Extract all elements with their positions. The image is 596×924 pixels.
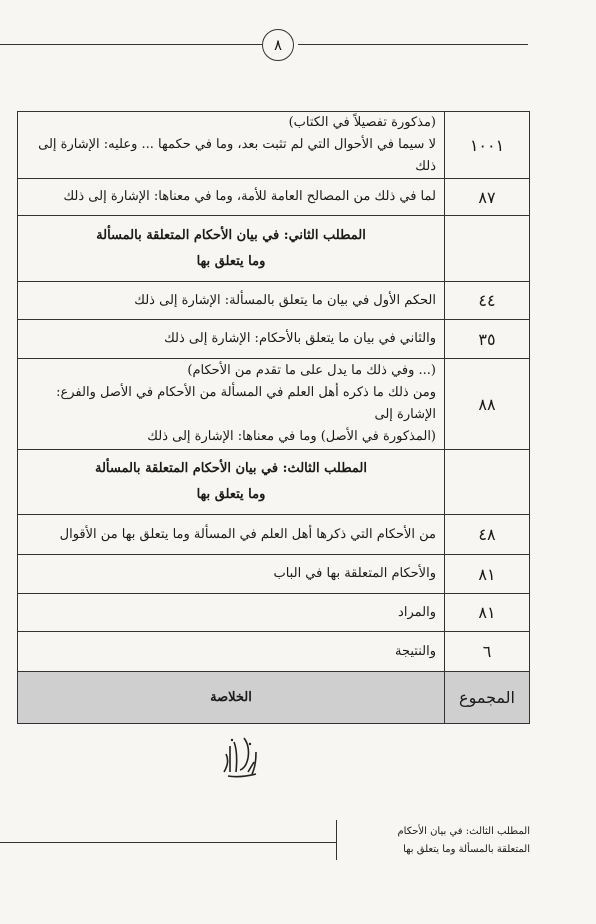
header-rule-right — [298, 44, 528, 45]
row-text — [18, 515, 445, 555]
row-line: والمراد — [398, 604, 436, 620]
row-number: ٣٥ — [445, 320, 530, 359]
row-line: والأحكام المتعلقة بها في الباب — [273, 566, 436, 581]
row-text — [18, 112, 445, 179]
table-row — [18, 594, 530, 632]
table-row — [18, 515, 530, 555]
table-row — [18, 179, 530, 216]
row-number: ٨٨ — [445, 359, 530, 450]
row-text — [18, 450, 445, 515]
row-number: ٨١ — [445, 594, 530, 632]
table-row — [18, 632, 530, 672]
row-number — [445, 216, 530, 282]
footnote-line: المتعلقة بالمسألة وما يتعلق بها — [403, 844, 530, 855]
row-line: ومن ذلك ما ذكره أهل العلم في المسألة من الأحكام في الأصل والفرع: الإشارة إلى — [56, 385, 436, 422]
row-line: والنتيجة — [395, 643, 436, 659]
row-text — [18, 555, 445, 594]
row-line: المطلب الثاني: في بيان الأحكام المتعلقة بالمسألة — [96, 227, 366, 243]
footnote-rule — [0, 842, 336, 843]
row-line: وما يتعلق بها — [196, 253, 266, 269]
contents-table — [17, 111, 530, 724]
row-line: (مذكورة تفصيلاً في الكتاب) — [288, 115, 436, 130]
table-row — [18, 282, 530, 320]
row-text — [18, 179, 445, 216]
row-line: والثاني في بيان ما يتعلق بالأحكام: الإشارة إلى ذلك — [164, 331, 436, 346]
row-text — [18, 216, 445, 282]
row-line: (... وفي ذلك ما يدل على ما تقدم من الأحكام) — [187, 363, 436, 378]
header-rule-left — [0, 44, 262, 45]
row-text — [18, 282, 445, 320]
table-row — [18, 555, 530, 594]
table-row — [18, 359, 530, 450]
page-number: ٨ — [262, 29, 294, 61]
row-line: وما يتعلق بها — [196, 487, 266, 502]
row-number: ٤٨ — [445, 515, 530, 555]
row-number: ٤٤ — [445, 282, 530, 320]
calligraphy-ornament — [220, 732, 260, 780]
row-line: الحكم الأول في بيان ما يتعلق بالمسألة: الإشارة إلى ذلك — [134, 292, 436, 308]
row-line: لا سيما في الأحوال التي لم تثبت بعد، وما في حكمها ... وعليه: الإشارة إلى ذلك — [38, 137, 436, 174]
row-text — [18, 672, 445, 724]
row-number: ١٠٠١ — [445, 112, 530, 179]
row-text — [18, 359, 445, 450]
table-row — [18, 112, 530, 179]
section-heading-row — [18, 216, 530, 282]
row-number: ٨١ — [445, 555, 530, 594]
row-number — [445, 450, 530, 515]
row-text — [18, 594, 445, 632]
row-number: ٦ — [445, 632, 530, 672]
section-heading-row — [18, 450, 530, 515]
row-line: لما في ذلك من المصالح العامة للأمة، وما في معناها: الإشارة إلى ذلك — [63, 189, 436, 204]
table-row — [18, 320, 530, 359]
total-row — [18, 672, 530, 724]
footnote — [340, 823, 530, 859]
row-line: الخلاصة — [210, 689, 252, 705]
footnote-divider — [336, 820, 337, 860]
row-line: (المذكورة في الأصل) وما في معناها: الإشارة إلى ذلك — [147, 429, 436, 444]
row-text — [18, 320, 445, 359]
row-line: من الأحكام التي ذكرها أهل العلم في المسألة وما يتعلق بها من الأقوال — [59, 526, 436, 542]
row-number: المجموع — [445, 672, 530, 724]
footnote-line: المطلب الثالث: في بيان الأحكام — [397, 826, 530, 837]
row-line: المطلب الثالث: في بيان الأحكام المتعلقة بالمسألة — [95, 461, 367, 476]
row-text — [18, 632, 445, 672]
row-number: ٨٧ — [445, 179, 530, 216]
